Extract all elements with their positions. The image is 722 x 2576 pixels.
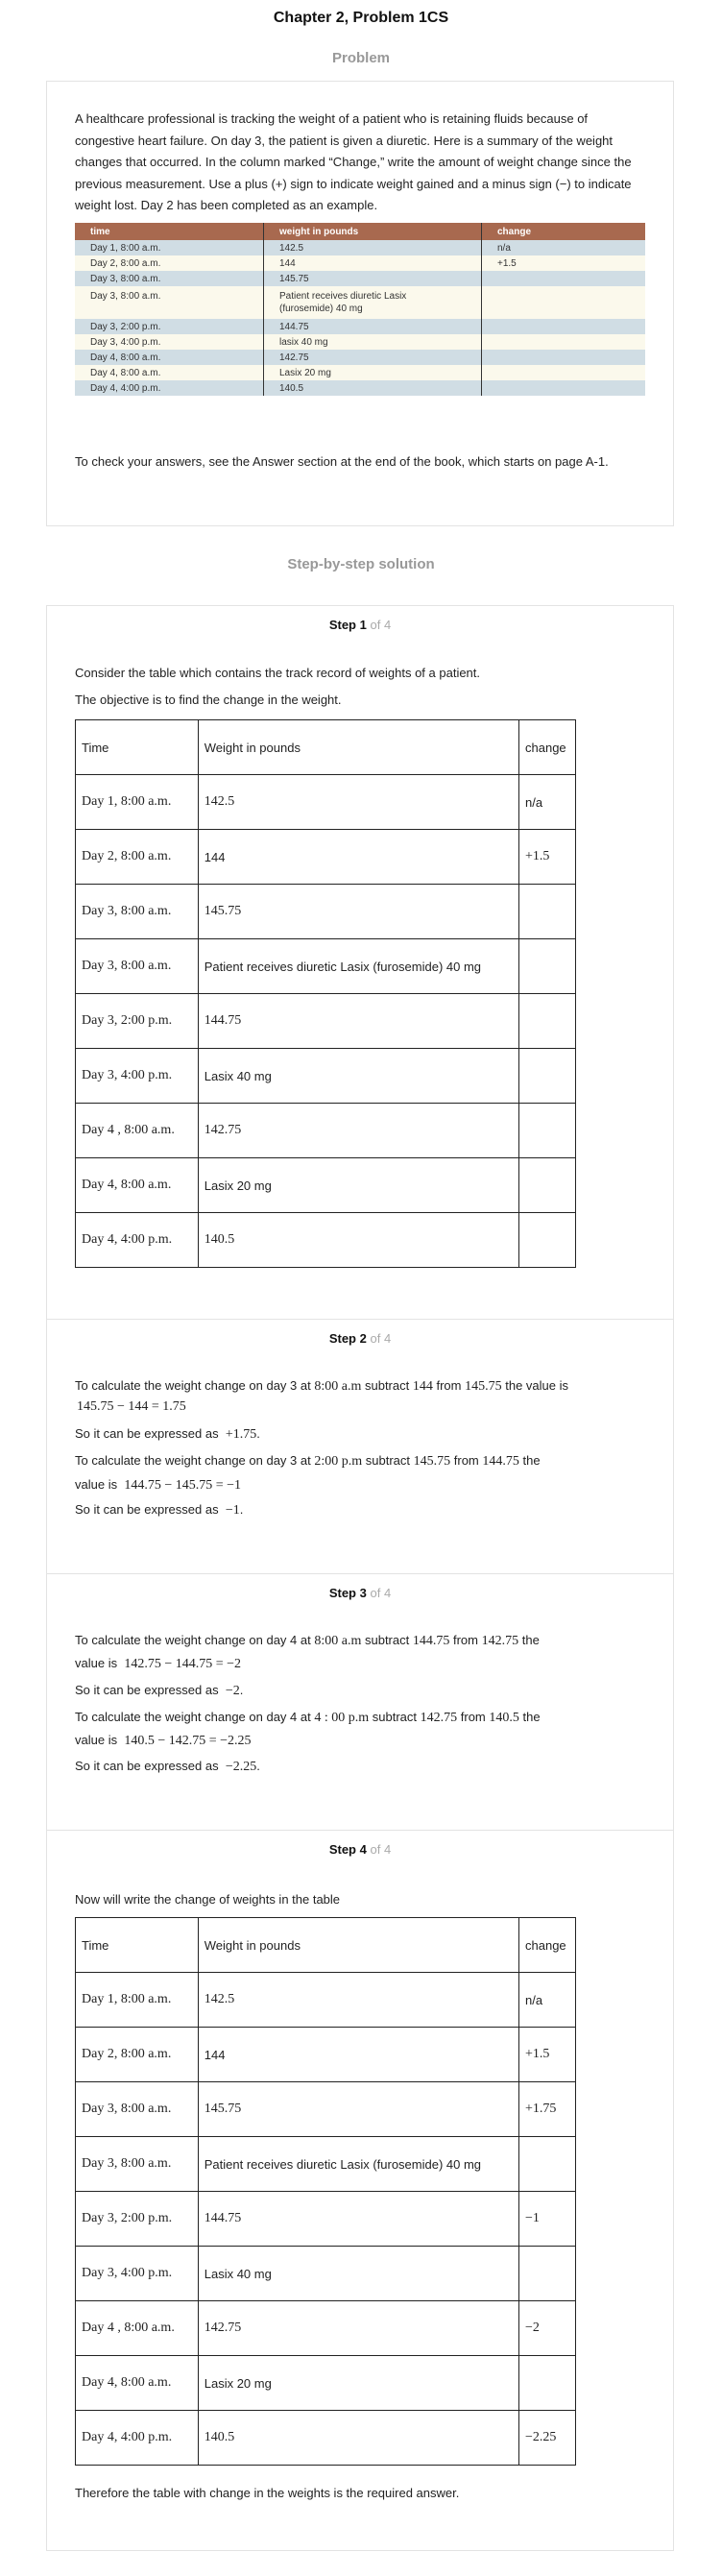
- table-row: [76, 1049, 576, 1104]
- step-of-label: of 4: [370, 1586, 392, 1600]
- table-cell: Patient receives diuretic Lasix (furosemide) 40 mg: [198, 939, 518, 994]
- table-cell: +1.5: [519, 2028, 576, 2082]
- table-cell: [482, 350, 646, 365]
- step-3-para-3: To calculate the weight change on day 4 at 4 : 00 p.m subtract 142.75 from 140.5 the: [75, 1710, 541, 1725]
- table-cell: −2.25: [519, 2411, 576, 2466]
- step-2-para-3b: value is 144.75 − 145.75 = −1: [75, 1477, 241, 1493]
- table-header-row: [76, 720, 576, 775]
- step-divider: [46, 1573, 674, 1574]
- table-row: [76, 775, 576, 830]
- table-cell: Day 2, 8:00 a.m.: [75, 255, 264, 271]
- table-header: change: [519, 1918, 576, 1973]
- table-cell: Day 1, 8:00 a.m.: [76, 1973, 199, 2028]
- table-cell: Day 4 , 8:00 a.m.: [76, 2301, 199, 2356]
- table-cell: 142.5: [264, 240, 482, 255]
- table-cell: n/a: [482, 240, 646, 255]
- table-row: [76, 2247, 576, 2301]
- step-word: Step: [328, 1842, 356, 1857]
- problem-text: A healthcare professional is tracking the weight of a patient who is retaining fluids because of congestive heart failure. On day 3, the patient is given a diuretic. Here is a summary of the weight changes that occurred. In the column marked “Change,” write the amount of weight change since the previous measurement. Use a plus (+) sign to indicate weight gained and a minus sign (−) to indicate weight lost. Day 2 has been completed as an example.: [75, 111, 632, 212]
- table-cell: Day 3, 4:00 p.m.: [76, 2247, 199, 2301]
- table-cell: Day 2, 8:00 a.m.: [76, 830, 199, 885]
- table-cell: Patient receives diuretic Lasix (furosemide) 40 mg: [198, 2137, 518, 2192]
- step-2-para-3: To calculate the weight change on day 3 at 2:00 p.m subtract 145.75 from 144.75 the: [75, 1453, 541, 1469]
- step-4-heading: [46, 1842, 674, 1857]
- table-cell: lasix 40 mg: [264, 334, 482, 350]
- table-cell: [519, 1158, 576, 1213]
- table-row: [76, 1973, 576, 2028]
- table-cell: Day 4, 8:00 a.m.: [76, 1158, 199, 1213]
- table-row: [76, 1213, 576, 1268]
- problem-footer: To check your answers, see the Answer section at the end of the book, which starts on page A-1.: [75, 454, 609, 469]
- step-of-label: of 4: [370, 1331, 392, 1346]
- step-4-conclusion: Therefore the table with change in the weights is the required answer.: [75, 2486, 460, 2500]
- table-row: [75, 350, 645, 365]
- table-cell: [519, 2356, 576, 2411]
- step-2-para-4: So it can be expressed as −1.: [75, 1502, 244, 1518]
- step-4-table: [75, 1917, 576, 2466]
- table-cell: −1: [519, 2192, 576, 2247]
- table-header: Weight in pounds: [198, 1918, 518, 1973]
- table-cell: 142.75: [198, 1104, 518, 1158]
- table-cell: Day 3, 4:00 p.m.: [76, 1049, 199, 1104]
- table-row: [76, 2356, 576, 2411]
- page-title: Chapter 2, Problem 1CS: [273, 10, 449, 26]
- table-cell: [482, 365, 646, 380]
- table-cell: [519, 939, 576, 994]
- table-cell: Day 4, 8:00 a.m.: [75, 350, 264, 365]
- problem-card: [46, 81, 674, 526]
- table-cell: Day 3, 8:00 a.m.: [76, 2082, 199, 2137]
- step-word: Step: [328, 618, 356, 632]
- table-cell: Day 3, 2:00 p.m.: [75, 319, 264, 334]
- table-cell: Day 4 , 8:00 a.m.: [76, 1104, 199, 1158]
- table-cell: Day 4, 4:00 p.m.: [75, 380, 264, 396]
- table-cell: 140.5: [198, 1213, 518, 1268]
- step-1-line-1: Consider the table which contains the track record of weights of a patient.: [75, 666, 481, 680]
- step-number: 1: [359, 618, 367, 632]
- table-row: [75, 255, 645, 271]
- table-cell: 142.75: [264, 350, 482, 365]
- table-cell: Lasix 20 mg: [264, 365, 482, 380]
- table-cell: [519, 1213, 576, 1268]
- table-cell: −2: [519, 2301, 576, 2356]
- table-cell: Lasix 20 mg: [198, 2356, 518, 2411]
- table-cell: +1.5: [519, 830, 576, 885]
- table-cell: 144.75: [198, 994, 518, 1049]
- table-row: [76, 1104, 576, 1158]
- problem-table-header: time: [75, 223, 264, 240]
- table-cell: [482, 380, 646, 396]
- step-1-line-2: The objective is to find the change in the weight.: [75, 693, 342, 707]
- table-cell: Day 4, 8:00 a.m.: [76, 2356, 199, 2411]
- table-cell: [482, 271, 646, 286]
- table-cell: 140.5: [198, 2411, 518, 2466]
- table-cell: +1.5: [482, 255, 646, 271]
- table-row: [76, 2137, 576, 2192]
- table-cell: [482, 286, 646, 319]
- table-row: [75, 319, 645, 334]
- problem-table-header: change: [482, 223, 646, 240]
- table-header: change: [519, 720, 576, 775]
- table-cell: Day 3, 2:00 p.m.: [76, 2192, 199, 2247]
- table-cell: Day 4, 4:00 p.m.: [76, 2411, 199, 2466]
- table-cell: Day 1, 8:00 a.m.: [75, 240, 264, 255]
- table-row: [75, 365, 645, 380]
- problem-heading: Problem: [331, 50, 390, 66]
- step-3-heading: [46, 1586, 674, 1600]
- table-row: [76, 830, 576, 885]
- table-cell: [519, 1104, 576, 1158]
- table-row: [75, 286, 645, 319]
- step-2-para-2: So it can be expressed as +1.75.: [75, 1426, 260, 1442]
- step-3-para-3b: value is 140.5 − 142.75 = −2.25: [75, 1733, 252, 1748]
- table-header: Time: [76, 720, 199, 775]
- step-divider: [46, 1830, 674, 1831]
- table-cell: [519, 885, 576, 939]
- table-cell: Day 3, 8:00 a.m.: [76, 2137, 199, 2192]
- table-row: [76, 2028, 576, 2082]
- table-row: [75, 334, 645, 350]
- table-row: [76, 939, 576, 994]
- table-cell: 142.5: [198, 775, 518, 830]
- step-2-equation-1: 145.75 − 144 = 1.75: [77, 1399, 186, 1414]
- table-cell: 145.75: [198, 885, 518, 939]
- table-cell: n/a: [519, 1973, 576, 2028]
- table-cell: 144: [198, 2028, 518, 2082]
- table-cell: [482, 319, 646, 334]
- table-row: [76, 2411, 576, 2466]
- table-cell: 140.5: [264, 380, 482, 396]
- table-row: [76, 2192, 576, 2247]
- table-cell: Lasix 40 mg: [198, 2247, 518, 2301]
- table-cell: 142.75: [198, 2301, 518, 2356]
- table-cell: 144.75: [198, 2192, 518, 2247]
- table-cell: [519, 2247, 576, 2301]
- table-cell: Day 4, 4:00 p.m.: [76, 1213, 199, 1268]
- step-of-label: of 4: [370, 1842, 392, 1857]
- table-cell: Day 3, 4:00 p.m.: [75, 334, 264, 350]
- table-row: [76, 885, 576, 939]
- table-header: Weight in pounds: [198, 720, 518, 775]
- step-number: 4: [359, 1842, 367, 1857]
- table-header-row: [76, 1918, 576, 1973]
- table-cell: Patient receives diuretic Lasix (furosemide) 40 mg: [264, 286, 482, 319]
- step-number: 2: [359, 1331, 367, 1346]
- table-cell: Day 3, 2:00 p.m.: [76, 994, 199, 1049]
- table-cell: 144.75: [264, 319, 482, 334]
- table-cell: [519, 1049, 576, 1104]
- table-cell: 145.75: [264, 271, 482, 286]
- step-number: 3: [359, 1586, 367, 1600]
- table-row: [76, 2082, 576, 2137]
- table-row: [75, 271, 645, 286]
- table-row: [76, 994, 576, 1049]
- table-cell: +1.75: [519, 2082, 576, 2137]
- table-cell: Day 3, 8:00 a.m.: [75, 286, 264, 319]
- step-3-para-1: To calculate the weight change on day 4 at 8:00 a.m subtract 144.75 from 142.75 the: [75, 1633, 540, 1648]
- table-cell: Day 1, 8:00 a.m.: [76, 775, 199, 830]
- step-2-heading: [46, 1331, 674, 1346]
- problem-table: [75, 223, 645, 396]
- table-cell: Day 3, 8:00 a.m.: [75, 271, 264, 286]
- step-of-label: of 4: [370, 618, 392, 632]
- step-divider: [46, 1319, 674, 1320]
- table-cell: Lasix 20 mg: [198, 1158, 518, 1213]
- table-cell: Day 3, 8:00 a.m.: [76, 939, 199, 994]
- table-cell: n/a: [519, 775, 576, 830]
- table-cell: 144: [198, 830, 518, 885]
- step-3-para-2: So it can be expressed as −2.: [75, 1683, 244, 1698]
- table-row: [76, 2301, 576, 2356]
- table-cell: Day 3, 8:00 a.m.: [76, 885, 199, 939]
- table-cell: [519, 994, 576, 1049]
- table-cell: [519, 2137, 576, 2192]
- solution-heading: Step-by-step solution: [287, 556, 435, 572]
- step-4-intro: Now will write the change of weights in the table: [75, 1892, 341, 1907]
- table-cell: [482, 334, 646, 350]
- table-cell: 145.75: [198, 2082, 518, 2137]
- table-cell: 144: [264, 255, 482, 271]
- step-3-para-1b: value is 142.75 − 144.75 = −2: [75, 1656, 241, 1671]
- table-row: [75, 380, 645, 396]
- table-cell: 142.5: [198, 1973, 518, 2028]
- step-3-para-4: So it can be expressed as −2.25.: [75, 1759, 260, 1774]
- step-word: Step: [328, 1586, 356, 1600]
- table-cell: Day 4, 8:00 a.m.: [75, 365, 264, 380]
- table-cell: Day 2, 8:00 a.m.: [76, 2028, 199, 2082]
- step-2-para-1: To calculate the weight change on day 3 at 8:00 a.m subtract 144 from 145.75 the value is: [75, 1378, 568, 1394]
- problem-table-header: weight in pounds: [264, 223, 482, 240]
- table-row: [76, 1158, 576, 1213]
- step-1-table: [75, 719, 576, 1268]
- table-header: Time: [76, 1918, 199, 1973]
- step-1-heading: [46, 618, 674, 632]
- step-word: Step: [328, 1331, 356, 1346]
- table-row: [75, 240, 645, 255]
- table-cell: Lasix 40 mg: [198, 1049, 518, 1104]
